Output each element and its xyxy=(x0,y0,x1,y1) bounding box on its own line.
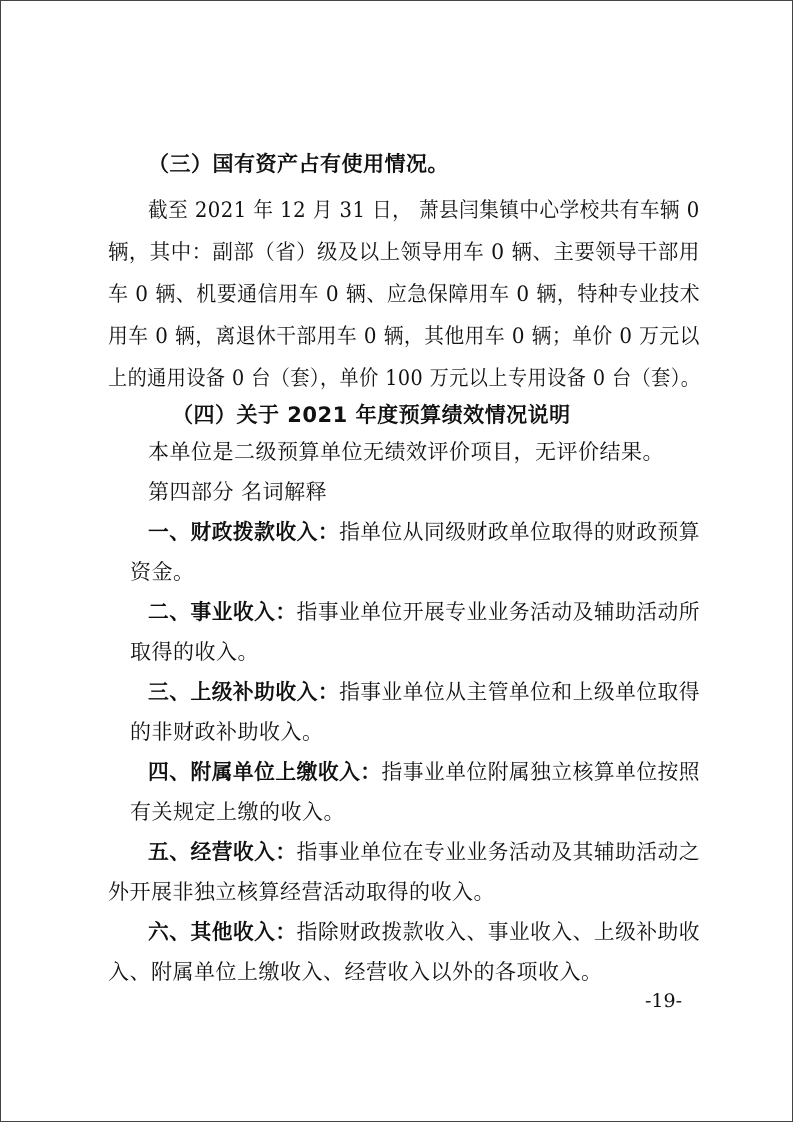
term-text: 指事业单位开展专业业务活动及辅助活动所 xyxy=(296,600,701,624)
term-label: 二、事业收入： xyxy=(148,600,297,624)
term-definition xyxy=(148,758,700,786)
term-definition xyxy=(148,918,700,946)
term-label: 四、附属单位上缴收入： xyxy=(148,760,382,784)
paragraph-line: 上的通用设备 0 台（套），单价 100 万元以上专用设备 0 台（套）。 xyxy=(108,366,701,390)
term-definition xyxy=(148,678,700,706)
page-number: -19- xyxy=(645,990,683,1012)
term-label: 三、上级补助收入： xyxy=(148,680,340,704)
paragraph-line: 车 0 辆、机要通信用车 0 辆、应急保障用车 0 辆，特种专业技术 xyxy=(108,282,701,306)
term-text-continued: 入、附属单位上缴收入、经营收入以外的各项收入。 xyxy=(108,960,603,984)
term-definition xyxy=(148,518,700,546)
term-text-continued: 有关规定上缴的收入。 xyxy=(130,800,345,824)
term-definition xyxy=(148,838,700,866)
term-text: 指单位从同级财政单位取得的财政预算 xyxy=(339,520,701,544)
term-text-continued: 外开展非独立核算经营活动取得的收入。 xyxy=(108,880,495,904)
paragraph-line: 辆，其中：副部（省）级及以上领导用车 0 辆、主要领导干部用 xyxy=(108,240,700,264)
term-text-continued: 的非财政补助收入。 xyxy=(130,720,324,744)
term-label: 六、其他收入： xyxy=(148,920,297,944)
term-text: 指事业单位附属独立核算单位按照 xyxy=(381,760,701,784)
term-text-continued: 资金。 xyxy=(130,560,195,584)
term-text-continued: 取得的收入。 xyxy=(130,640,259,664)
paragraph-line: 用车 0 辆，离退休干部用车 0 辆，其他用车 0 辆；单价 0 万元以 xyxy=(108,324,700,348)
term-text: 指除财政拨款收入、事业收入、上级补助收 xyxy=(296,920,701,944)
paragraph-line: 截至 2021 年 12 月 31 日， 萧县闫集镇中心学校共有车辆 0 xyxy=(148,198,700,222)
paragraph-line: 本单位是二级预算单位无绩效评价项目，无评价结果。 xyxy=(148,440,664,464)
term-text: 指事业单位在专业业务活动及其辅助活动之 xyxy=(296,840,701,864)
term-label: 五、经营收入： xyxy=(148,840,297,864)
term-label: 一、财政拨款收入： xyxy=(148,520,340,544)
part-heading: 第四部分 名词解释 xyxy=(148,480,328,504)
term-text: 指事业单位从主管单位和上级单位取得 xyxy=(339,680,701,704)
section-heading-performance: （四）关于 2021 年度预算绩效情况说明 xyxy=(172,403,571,427)
term-definition xyxy=(148,598,700,626)
section-heading-assets: （三）国有资产占有使用情况。 xyxy=(148,152,449,176)
